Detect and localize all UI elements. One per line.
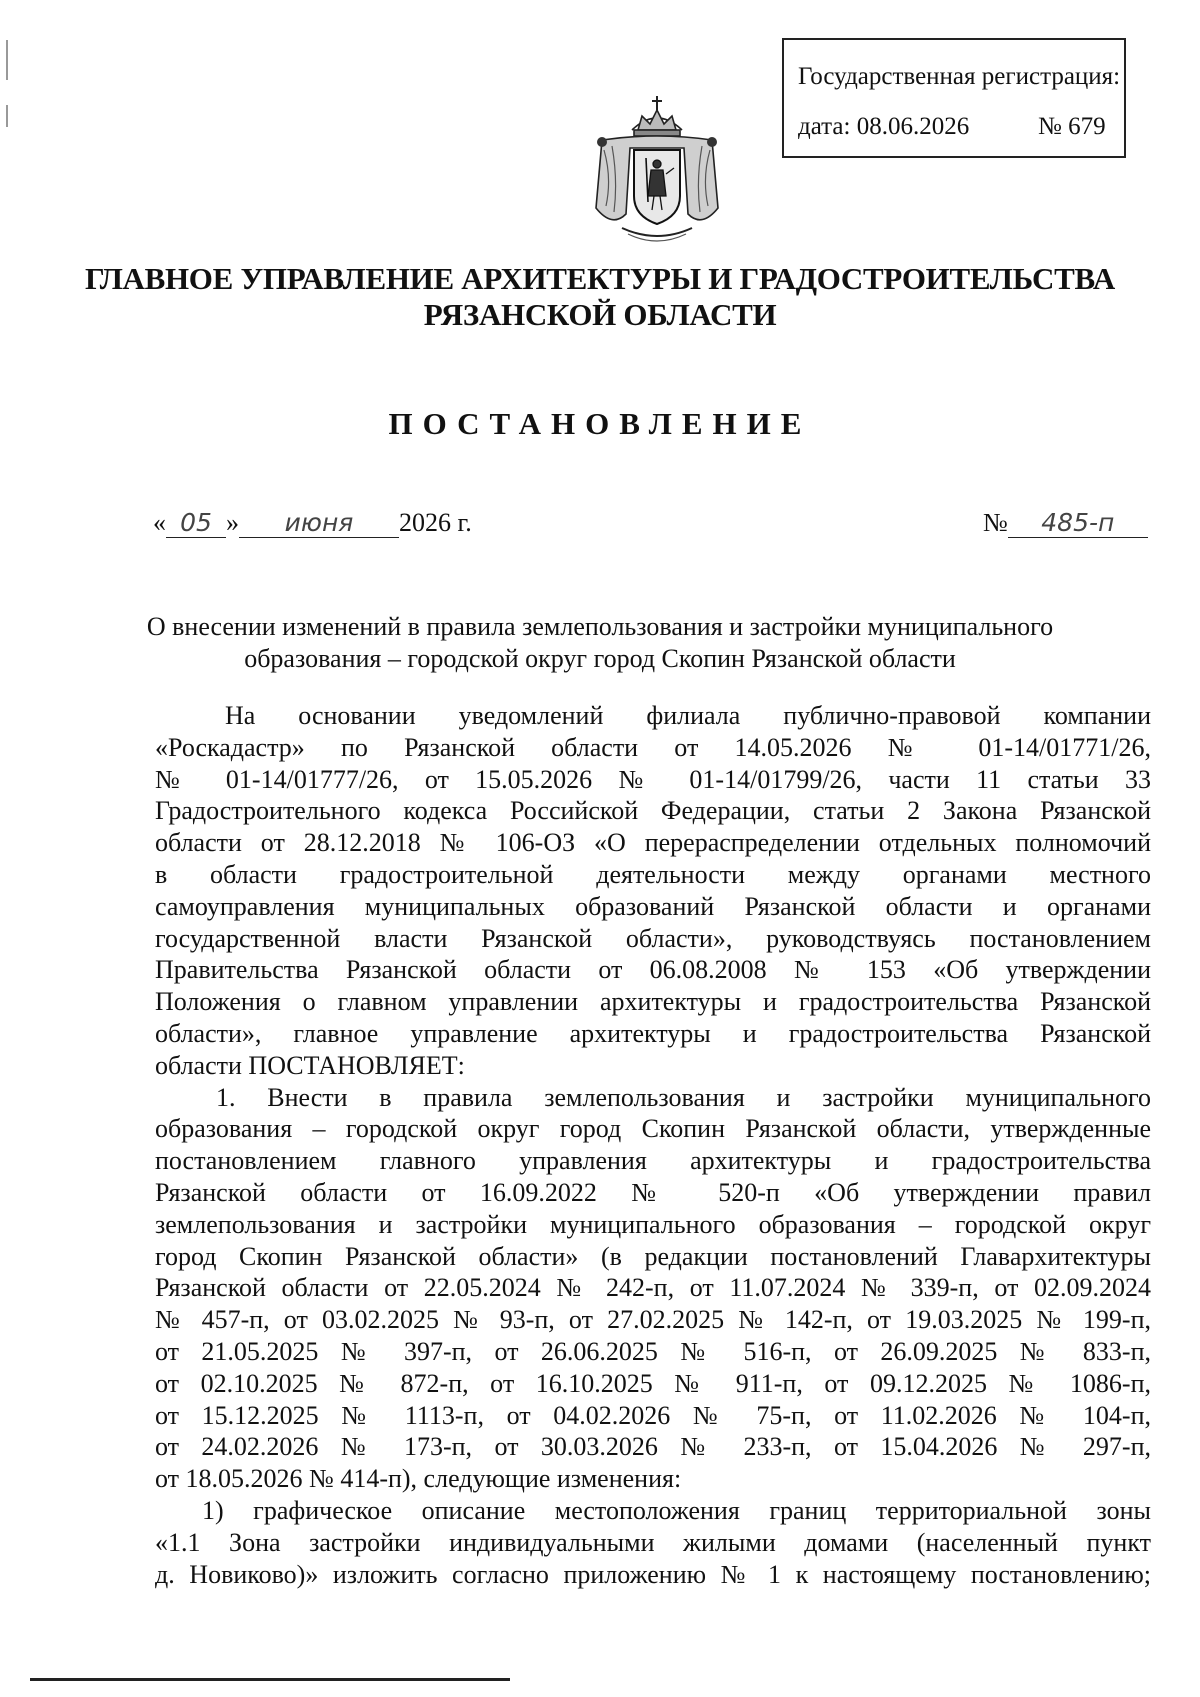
date-year: 2026 г. (399, 508, 472, 537)
body-line: от 21.05.2025 № 397-п, от 26.06.2025 № 516-п, от 26.09.2025 № 833-п, (155, 1336, 1151, 1366)
resolution-date (153, 508, 472, 538)
date-close-quote: » (226, 508, 239, 537)
body-line: Рязанской области от 22.05.2024 № 242-п, от 11.07.2024 № 339-п, от 02.09.2024 (155, 1273, 1151, 1303)
organization-name-line2: РЯЗАНСКОЙ ОБЛАСТИ (423, 297, 777, 332)
body-line: д. Новиково)» изложить согласно приложению № 1 к настоящему постановлению; (155, 1559, 1151, 1589)
scan-edge-mark (6, 105, 8, 127)
number-value-handwritten: 485-п (1008, 508, 1148, 538)
body-line: в области градостроительной деятельности между органами местного (155, 859, 1151, 889)
body-line: от 02.10.2025 № 872-п, от 16.10.2025 № 911-п, от 09.12.2025 № 1086-п, (155, 1368, 1151, 1398)
number-sign: № (983, 508, 1008, 537)
registration-date-row (798, 113, 1106, 140)
registration-stamp (782, 38, 1126, 158)
body-line: Градостроительного кодекса Российской Федерации, статьи 2 Закона Рязанской (155, 796, 1151, 826)
body-line: 1. Внести в правила землепользования и застройки муниципального (216, 1082, 1151, 1112)
body-line: области от 28.12.2018 № 106-ОЗ «О перераспределении отдельных полномочий (155, 828, 1151, 858)
resolution-number (983, 508, 1148, 538)
subject-line2: образования – городской округ город Скопин Рязанской области (244, 644, 956, 673)
body-line: Рязанской области от 16.09.2022 № 520-п «Об утверждении правил (155, 1177, 1151, 1207)
body-line: № 457-п, от 03.02.2025 № 93-п, от 27.02.2025 № 142-п, от 19.03.2025 № 199-п, (155, 1305, 1151, 1335)
body-line: город Скопин Рязанской области» (в редакции постановлений Главархитектуры (155, 1241, 1151, 1271)
ryazan-coat-of-arms-icon (582, 88, 732, 250)
body-text (155, 700, 1151, 1590)
date-month-handwritten: июня (239, 508, 399, 538)
page-bottom-rule (30, 1678, 510, 1681)
body-line: образования – городской округ город Скопин Рязанской области, утвержденные (155, 1114, 1151, 1144)
date-day-handwritten: 05 (166, 508, 226, 538)
body-line: землепользования и застройки муниципального образования – городской округ (155, 1209, 1151, 1239)
body-line: «1.1 Зона застройки индивидуальными жилыми домами (населенный пункт (155, 1527, 1151, 1557)
scan-edge-mark (6, 40, 8, 80)
body-line: постановлением главного управления архитектуры и градостроительства (155, 1146, 1151, 1176)
registration-date: дата: 08.06.2026 (798, 113, 970, 140)
registration-title: Государственная регистрация: (798, 63, 1121, 90)
body-line: от 24.02.2026 № 173-п, от 30.03.2026 № 233-п, от 15.04.2026 № 297-п, (155, 1432, 1151, 1462)
body-line: Правительства Рязанской области от 06.08.2008 № 153 «Об утверждении (155, 955, 1151, 985)
body-line: области», главное управление архитектуры и градостроительства Рязанской (155, 1018, 1151, 1048)
body-line: № 01-14/01777/26, от 15.05.2026 № 01-14/01799/26, части 11 статьи 33 (155, 764, 1151, 794)
body-line: самоуправления муниципальных образований Рязанской области и органами (155, 891, 1151, 921)
body-line: «Роскадастр» по Рязанской области от 14.05.2026 № 01-14/01771/26, (155, 732, 1151, 762)
body-line: от 15.12.2025 № 1113-п, от 04.02.2026 № 75-п, от 11.02.2026 № 104-п, (155, 1400, 1151, 1430)
body-line: государственной власти Рязанской области», руководствуясь постановлением (155, 923, 1151, 953)
organization-name-line1: ГЛАВНОЕ УПРАВЛЕНИЕ АРХИТЕКТУРЫ И ГРАДОСТРОИТЕЛЬСТВА (84, 261, 1115, 296)
registration-number: № 679 (1038, 113, 1106, 140)
body-line: Положения о главном управлении архитектуры и градостроительства Рязанской (155, 987, 1151, 1017)
body-line: На основании уведомлений филиала публично-правовой компании (225, 701, 1151, 730)
body-line: 1) графическое описание местоположения границ территориальной зоны (202, 1495, 1151, 1525)
body-line: от 18.05.2026 № 414-п), следующие изменения: (155, 1464, 682, 1494)
subject-line1: О внесении изменений в правила землепользования и застройки муниципального (146, 612, 1054, 641)
date-open-quote: « (153, 508, 166, 537)
body-line: области ПОСТАНОВЛЯЕТ: (155, 1050, 465, 1080)
document-type-title: ПОСТАНОВЛЕНИЕ (388, 406, 812, 441)
